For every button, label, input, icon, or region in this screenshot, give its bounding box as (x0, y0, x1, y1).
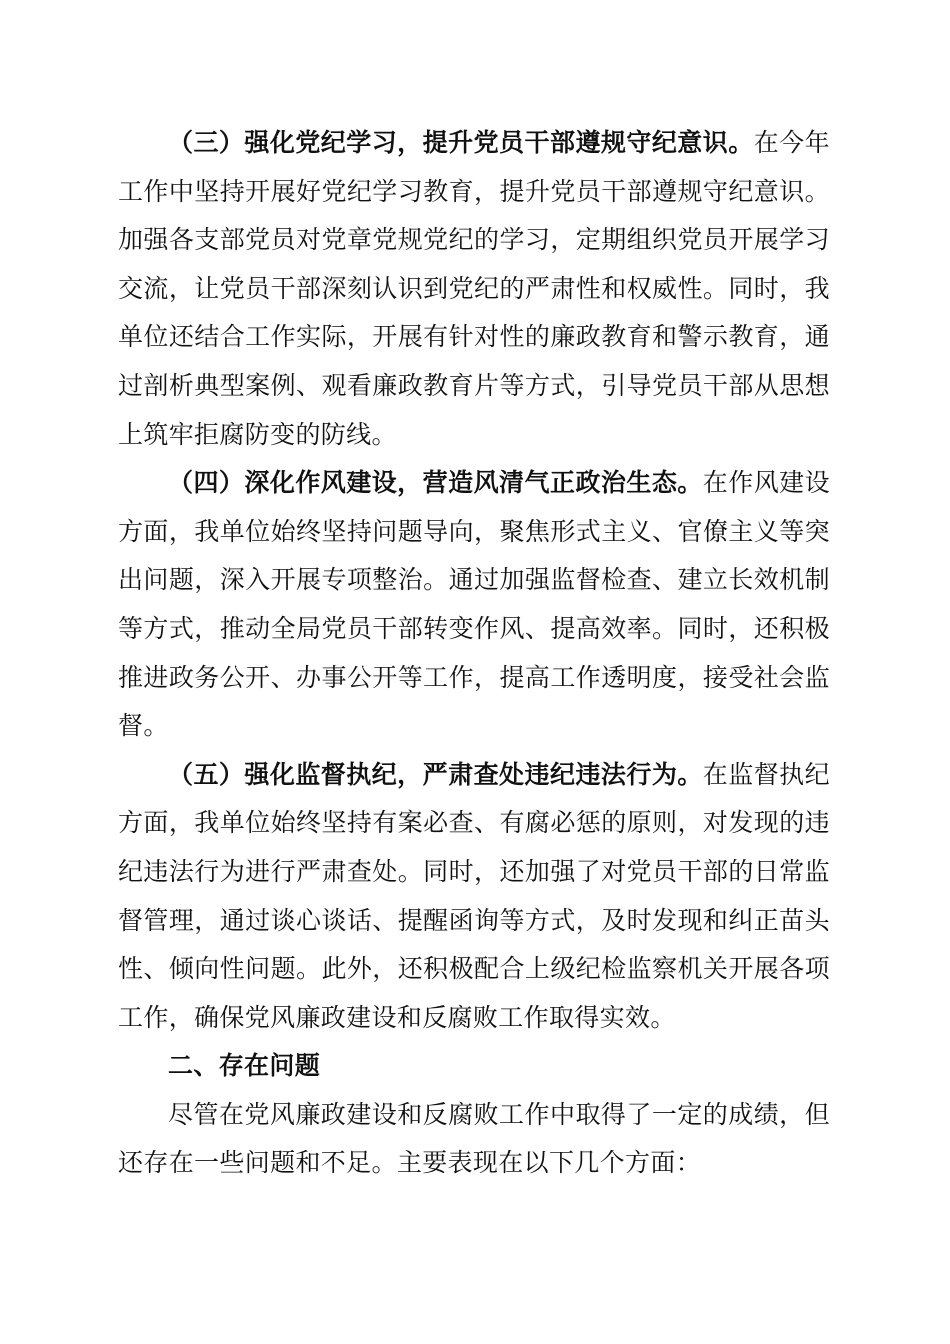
section-3-lead: （三）强化党纪学习，提升党员干部遵规守纪意识。 (168, 128, 754, 157)
paragraph-problems-intro: 尽管在党风廉政建设和反腐败工作中取得了一定的成绩，但还存在一些问题和不足。主要表现在以下几个方面： (118, 1099, 830, 1178)
heading-problems: 二、存在问题 (168, 1051, 321, 1081)
paragraph-section-5 (118, 751, 830, 1043)
section-3-body: 在今年工作中坚持开展好党纪学习教育，提升党员干部遵规守纪意识。加强各支部党员对党章党规党纪的学习，定期组织党员开展学习交流，让党员干部深刻认识到党纪的严肃性和权威性。同时，我单位还结合工作实际，开展有针对性的廉政教育和警示教育，通过剖析典型案例、观看廉政教育片等方式，引导党员干部从思想上筑牢拒腐防变的防线。 (118, 128, 830, 449)
paragraph-section-4 (118, 459, 830, 751)
document-body (118, 119, 830, 1188)
section-4-body: 在作风建设方面，我单位始终坚持问题导向，聚焦形式主义、官僚主义等突出问题，深入开展专项整治。通过加强监督检查、建立长效机制等方式，推动全局党员干部转变作风、提高效率。同时，还积极推进政务公开、办事公开等工作，提高工作透明度，接受社会监督。 (118, 468, 830, 741)
section-5-lead: （五）强化监督执纪，严肃查处违纪违法行为。 (168, 759, 703, 789)
paragraph-section-3 (118, 119, 830, 459)
section-5-body: 在监督执纪方面，我单位始终坚持有案必查、有腐必惩的原则，对发现的违纪违法行为进行严肃查处。同时，还加强了对党员干部的日常监督管理，通过谈心谈话、提醒函询等方式，及时发现和纠正苗头性、倾向性问题。此外，还积极配合上级纪检监察机关开展各项工作，确保党风廉政建设和反腐败工作取得实效。 (118, 759, 830, 1032)
section-4-lead: （四）深化作风建设，营造风清气正政治生态。 (168, 468, 703, 498)
